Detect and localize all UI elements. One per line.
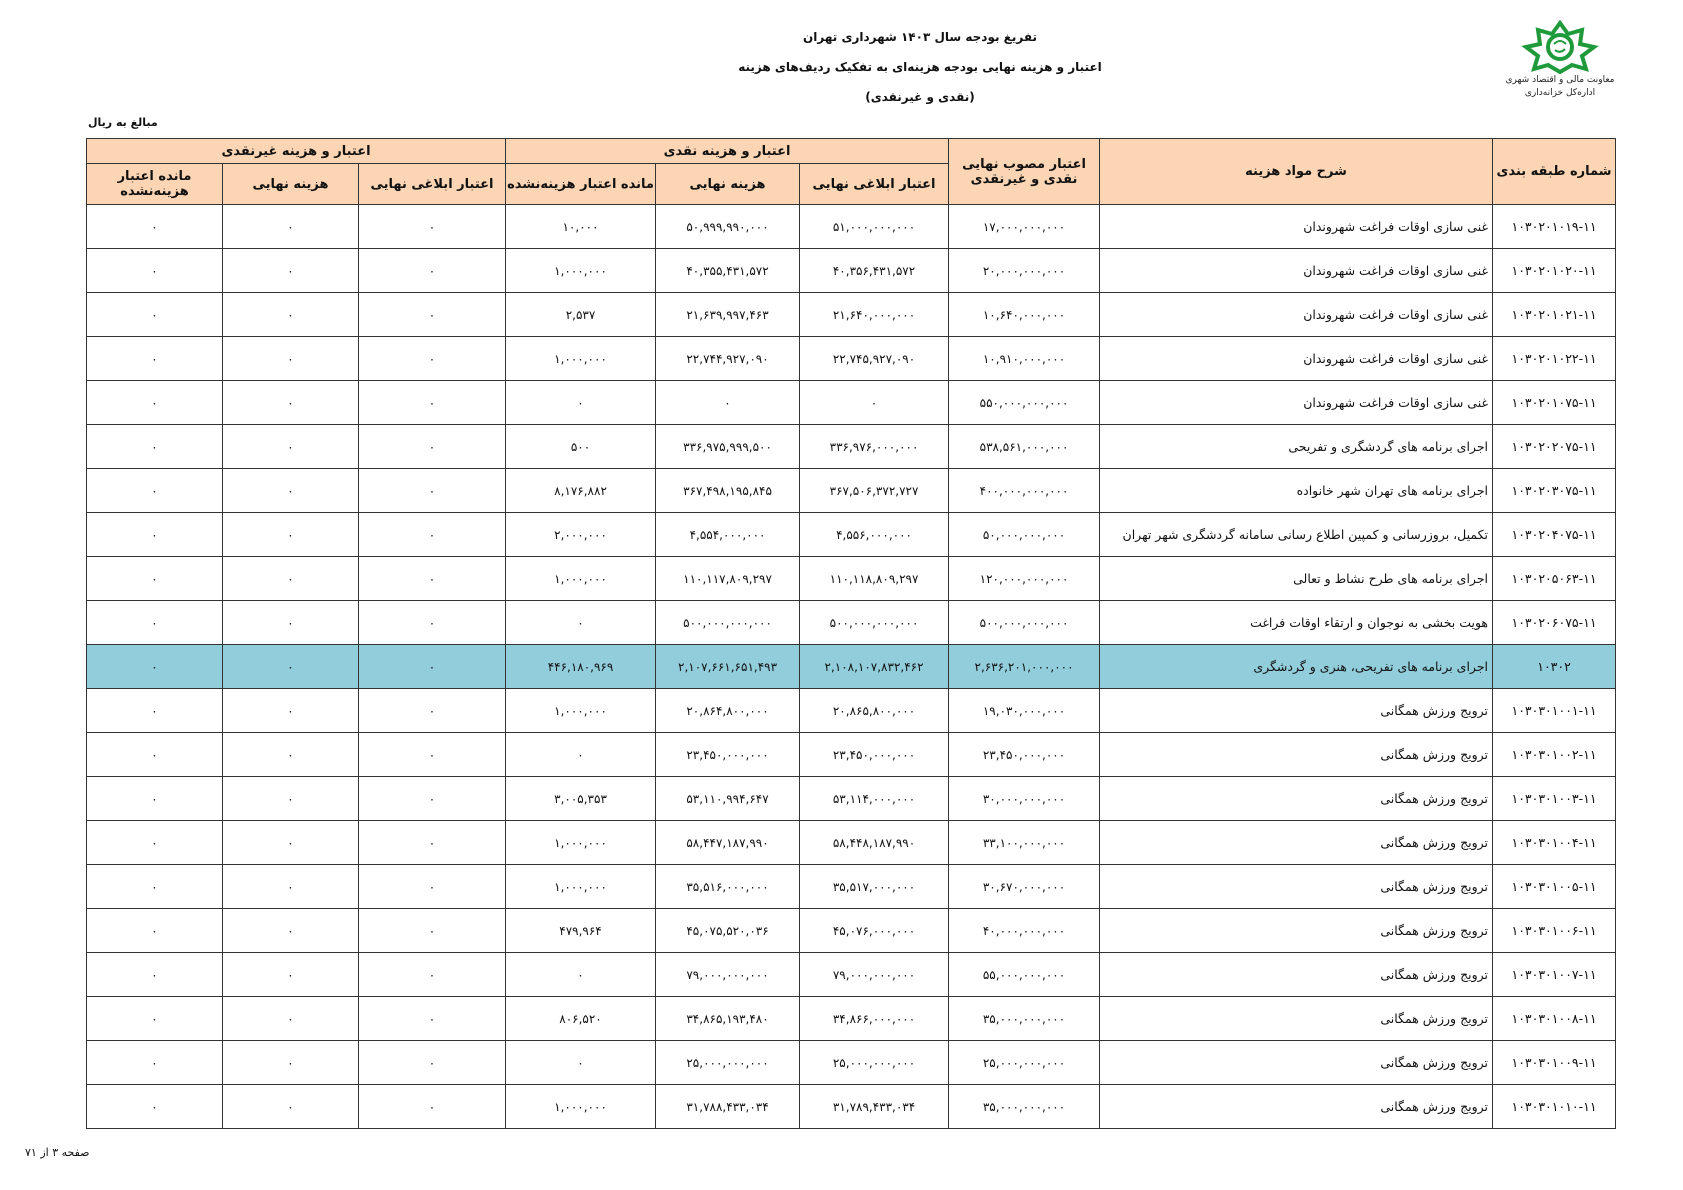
noncash-expense-cell: ۰ <box>223 689 359 733</box>
approved-cell: ۳۰,۰۰۰,۰۰۰,۰۰۰ <box>949 777 1100 821</box>
table-row <box>87 777 1616 821</box>
noncash-expense-cell: ۰ <box>223 821 359 865</box>
noncash-allocated-cell: ۰ <box>359 821 506 865</box>
noncash-expense-cell: ۰ <box>223 381 359 425</box>
noncash-allocated-cell: ۰ <box>359 557 506 601</box>
logo-star-icon <box>1520 20 1600 74</box>
noncash-unspent-cell: ۰ <box>87 337 223 381</box>
table-row <box>87 381 1616 425</box>
code-cell: ۱۰۳۰۲۰۲۰۷۵-۱۱ <box>1493 425 1616 469</box>
code-cell: ۱۰۳۰۳۰۱۰۰۵-۱۱ <box>1493 865 1616 909</box>
cash-allocated-cell: ۳۱,۷۸۹,۴۳۳,۰۳۴ <box>800 1085 949 1129</box>
code-cell: ۱۰۳۰۳۰۱۰۰۸-۱۱ <box>1493 997 1616 1041</box>
cash-expense-cell: ۵۸,۴۴۷,۱۸۷,۹۹۰ <box>656 821 800 865</box>
noncash-unspent-cell: ۰ <box>87 689 223 733</box>
code-cell: ۱۰۳۰۲۰۱۰۲۱-۱۱ <box>1493 293 1616 337</box>
approved-cell: ۱۹,۰۳۰,۰۰۰,۰۰۰ <box>949 689 1100 733</box>
cash-unspent-cell: ۱,۰۰۰,۰۰۰ <box>506 249 656 293</box>
cash-unspent-cell: ۰ <box>506 601 656 645</box>
cash-unspent-cell: ۱,۰۰۰,۰۰۰ <box>506 865 656 909</box>
description-cell: تکمیل، بروزرسانی و کمپین اطلاع رسانی سامانه گردشگری شهر تهران <box>1100 513 1493 557</box>
cash-unspent-cell: ۱۰,۰۰۰ <box>506 205 656 249</box>
description-cell: اجرای برنامه های گردشگری و تفریحی <box>1100 425 1493 469</box>
cash-expense-cell: ۲۱,۶۳۹,۹۹۷,۴۶۳ <box>656 293 800 337</box>
cash-unspent-cell: ۸۰۶,۵۲۰ <box>506 997 656 1041</box>
table-row-subtotal <box>87 645 1616 689</box>
code-cell: ۱۰۳۰۲۰۳۰۷۵-۱۱ <box>1493 469 1616 513</box>
cash-expense-cell: ۴۵,۰۷۵,۵۲۰,۰۳۶ <box>656 909 800 953</box>
approved-cell: ۵۰,۰۰۰,۰۰۰,۰۰۰ <box>949 513 1100 557</box>
header-noncash-expense: هزینه نهایی <box>223 164 359 205</box>
tehran-municipality-logo <box>1495 20 1625 100</box>
cash-allocated-cell: ۵۱,۰۰۰,۰۰۰,۰۰۰ <box>800 205 949 249</box>
cash-expense-cell: ۳۵,۵۱۶,۰۰۰,۰۰۰ <box>656 865 800 909</box>
cash-unspent-cell: ۱,۰۰۰,۰۰۰ <box>506 557 656 601</box>
table-row <box>87 1085 1616 1129</box>
description-cell: غنی سازی اوقات فراغت شهروندان <box>1100 381 1493 425</box>
cash-allocated-cell: ۳۳۶,۹۷۶,۰۰۰,۰۰۰ <box>800 425 949 469</box>
description-cell: ترویج ورزش همگانی <box>1100 777 1493 821</box>
noncash-expense-cell: ۰ <box>223 337 359 381</box>
noncash-unspent-cell: ۰ <box>87 821 223 865</box>
cash-unspent-cell: ۴۷۹,۹۶۴ <box>506 909 656 953</box>
noncash-allocated-cell: ۰ <box>359 293 506 337</box>
cash-allocated-cell: ۲۳,۴۵۰,۰۰۰,۰۰۰ <box>800 733 949 777</box>
description-cell: ترویج ورزش همگانی <box>1100 821 1493 865</box>
cash-allocated-cell: ۰ <box>800 381 949 425</box>
budget-table <box>86 138 1616 1129</box>
approved-cell: ۵۵,۰۰۰,۰۰۰,۰۰۰ <box>949 953 1100 997</box>
noncash-unspent-cell: ۰ <box>87 1041 223 1085</box>
cash-allocated-cell: ۲۵,۰۰۰,۰۰۰,۰۰۰ <box>800 1041 949 1085</box>
noncash-unspent-cell: ۰ <box>87 645 223 689</box>
cash-allocated-cell: ۵۸,۴۴۸,۱۸۷,۹۹۰ <box>800 821 949 865</box>
noncash-expense-cell: ۰ <box>223 1041 359 1085</box>
cash-expense-cell: ۳۳۶,۹۷۵,۹۹۹,۵۰۰ <box>656 425 800 469</box>
noncash-expense-cell: ۰ <box>223 953 359 997</box>
header-description: شرح مواد هزینه <box>1100 139 1493 205</box>
table-row <box>87 513 1616 557</box>
cash-allocated-cell: ۷۹,۰۰۰,۰۰۰,۰۰۰ <box>800 953 949 997</box>
code-cell: ۱۰۳۰۲۰۱۰۱۹-۱۱ <box>1493 205 1616 249</box>
table-row <box>87 557 1616 601</box>
description-cell: ترویج ورزش همگانی <box>1100 865 1493 909</box>
description-cell: ترویج ورزش همگانی <box>1100 997 1493 1041</box>
cash-allocated-cell: ۴,۵۵۶,۰۰۰,۰۰۰ <box>800 513 949 557</box>
description-cell: ترویج ورزش همگانی <box>1100 689 1493 733</box>
cash-allocated-cell: ۳۵,۵۱۷,۰۰۰,۰۰۰ <box>800 865 949 909</box>
header-cash-group: اعتبار و هزینه نقدی <box>506 139 949 164</box>
noncash-allocated-cell: ۰ <box>359 601 506 645</box>
cash-allocated-cell: ۲۱,۶۴۰,۰۰۰,۰۰۰ <box>800 293 949 337</box>
cash-expense-cell: ۲۰,۸۶۴,۸۰۰,۰۰۰ <box>656 689 800 733</box>
noncash-unspent-cell: ۰ <box>87 249 223 293</box>
code-cell: ۱۰۳۰۲۰۴۰۷۵-۱۱ <box>1493 513 1616 557</box>
header-approved: اعتبار مصوب نهایی نقدی و غیرنقدی <box>949 139 1100 205</box>
cash-allocated-cell: ۳۶۷,۵۰۶,۳۷۲,۷۲۷ <box>800 469 949 513</box>
noncash-unspent-cell: ۰ <box>87 601 223 645</box>
cash-expense-cell: ۳۴,۸۶۵,۱۹۳,۴۸۰ <box>656 997 800 1041</box>
cash-unspent-cell: ۰ <box>506 1041 656 1085</box>
code-cell: ۱۰۳۰۳۰۱۰۱۰-۱۱ <box>1493 1085 1616 1129</box>
noncash-allocated-cell: ۰ <box>359 205 506 249</box>
noncash-expense-cell: ۰ <box>223 469 359 513</box>
page-number: صفحه ۳ از ۷۱ <box>25 1146 90 1159</box>
table-row <box>87 601 1616 645</box>
cash-expense-cell: ۵۰,۹۹۹,۹۹۰,۰۰۰ <box>656 205 800 249</box>
cash-expense-cell: ۲۳,۴۵۰,۰۰۰,۰۰۰ <box>656 733 800 777</box>
description-cell: هویت بخشی به نوجوان و ارتقاء اوقات فراغت <box>1100 601 1493 645</box>
table-row <box>87 909 1616 953</box>
org-name-line-1: معاونت مالی و اقتصاد شهری <box>1505 75 1615 85</box>
cash-allocated-cell: ۲۰,۸۶۵,۸۰۰,۰۰۰ <box>800 689 949 733</box>
code-cell: ۱۰۳۰۲۰۵۰۶۳-۱۱ <box>1493 557 1616 601</box>
noncash-allocated-cell: ۰ <box>359 249 506 293</box>
noncash-expense-cell: ۰ <box>223 1085 359 1129</box>
title-line-2: اعتبار و هزینه نهایی بودجه هزینه‌ای به تفکیک ردیف‌های هزینه <box>738 60 1102 74</box>
table-row <box>87 469 1616 513</box>
noncash-expense-cell: ۰ <box>223 205 359 249</box>
description-cell: ترویج ورزش همگانی <box>1100 953 1493 997</box>
cash-unspent-cell: ۲,۵۳۷ <box>506 293 656 337</box>
noncash-expense-cell: ۰ <box>223 997 359 1041</box>
noncash-allocated-cell: ۰ <box>359 425 506 469</box>
noncash-unspent-cell: ۰ <box>87 513 223 557</box>
table-row <box>87 733 1616 777</box>
noncash-unspent-cell: ۰ <box>87 953 223 997</box>
cash-allocated-cell: ۲۲,۷۴۵,۹۲۷,۰۹۰ <box>800 337 949 381</box>
description-cell: اجرای برنامه های طرح نشاط و تعالی <box>1100 557 1493 601</box>
noncash-expense-cell: ۰ <box>223 249 359 293</box>
cash-expense-cell: ۲۵,۰۰۰,۰۰۰,۰۰۰ <box>656 1041 800 1085</box>
noncash-allocated-cell: ۰ <box>359 1041 506 1085</box>
approved-cell: ۲۵,۰۰۰,۰۰۰,۰۰۰ <box>949 1041 1100 1085</box>
noncash-allocated-cell: ۰ <box>359 381 506 425</box>
noncash-allocated-cell: ۰ <box>359 1085 506 1129</box>
noncash-expense-cell: ۰ <box>223 777 359 821</box>
cash-expense-cell: ۱۱۰,۱۱۷,۸۰۹,۲۹۷ <box>656 557 800 601</box>
noncash-expense-cell: ۰ <box>223 865 359 909</box>
noncash-expense-cell: ۰ <box>223 557 359 601</box>
table-row <box>87 249 1616 293</box>
noncash-unspent-cell: ۰ <box>87 1085 223 1129</box>
cash-expense-cell: ۵۳,۱۱۰,۹۹۴,۶۴۷ <box>656 777 800 821</box>
description-cell: غنی سازی اوقات فراغت شهروندان <box>1100 293 1493 337</box>
description-cell: غنی سازی اوقات فراغت شهروندان <box>1100 205 1493 249</box>
noncash-expense-cell: ۰ <box>223 293 359 337</box>
cash-unspent-cell: ۳,۰۰۵,۳۵۳ <box>506 777 656 821</box>
code-cell: ۱۰۳۰۲۰۶۰۷۵-۱۱ <box>1493 601 1616 645</box>
cash-unspent-cell: ۸,۱۷۶,۸۸۲ <box>506 469 656 513</box>
noncash-unspent-cell: ۰ <box>87 865 223 909</box>
approved-cell: ۱۰,۶۴۰,۰۰۰,۰۰۰ <box>949 293 1100 337</box>
description-cell: ترویج ورزش همگانی <box>1100 909 1493 953</box>
table-row <box>87 1041 1616 1085</box>
cash-allocated-cell: ۱۱۰,۱۱۸,۸۰۹,۲۹۷ <box>800 557 949 601</box>
header-noncash-group: اعتبار و هزینه غیرنقدی <box>87 139 506 164</box>
cash-unspent-cell: ۱,۰۰۰,۰۰۰ <box>506 337 656 381</box>
noncash-expense-cell: ۰ <box>223 733 359 777</box>
code-cell: ۱۰۳۰۲ <box>1493 645 1616 689</box>
noncash-allocated-cell: ۰ <box>359 645 506 689</box>
cash-unspent-cell: ۴۴۶,۱۸۰,۹۶۹ <box>506 645 656 689</box>
cash-expense-cell: ۳۱,۷۸۸,۴۳۳,۰۳۴ <box>656 1085 800 1129</box>
noncash-unspent-cell: ۰ <box>87 997 223 1041</box>
code-cell: ۱۰۳۰۲۰۱۰۲۲-۱۱ <box>1493 337 1616 381</box>
cash-unspent-cell: ۱,۰۰۰,۰۰۰ <box>506 1085 656 1129</box>
currency-unit-note: مبالغ به ریال <box>88 116 158 129</box>
noncash-unspent-cell: ۰ <box>87 469 223 513</box>
table-row <box>87 293 1616 337</box>
header-noncash-allocated: اعتبار ابلاغی نهایی <box>359 164 506 205</box>
approved-cell: ۲۰,۰۰۰,۰۰۰,۰۰۰ <box>949 249 1100 293</box>
table-row <box>87 337 1616 381</box>
approved-cell: ۱۲۰,۰۰۰,۰۰۰,۰۰۰ <box>949 557 1100 601</box>
cash-allocated-cell: ۲,۱۰۸,۱۰۷,۸۳۲,۴۶۲ <box>800 645 949 689</box>
noncash-allocated-cell: ۰ <box>359 513 506 557</box>
description-cell: غنی سازی اوقات فراغت شهروندان <box>1100 249 1493 293</box>
table-row <box>87 425 1616 469</box>
org-name-line-2: اداره‌کل خزانه‌داری <box>1524 88 1596 98</box>
cash-allocated-cell: ۴۵,۰۷۶,۰۰۰,۰۰۰ <box>800 909 949 953</box>
approved-cell: ۳۳,۱۰۰,۰۰۰,۰۰۰ <box>949 821 1100 865</box>
cash-expense-cell: ۷۹,۰۰۰,۰۰۰,۰۰۰ <box>656 953 800 997</box>
approved-cell: ۱۷,۰۰۰,۰۰۰,۰۰۰ <box>949 205 1100 249</box>
table-row <box>87 821 1616 865</box>
noncash-expense-cell: ۰ <box>223 601 359 645</box>
noncash-unspent-cell: ۰ <box>87 205 223 249</box>
table-row <box>87 997 1616 1041</box>
title-line-3: (نقدی و غیرنقدی) <box>865 90 975 104</box>
cash-unspent-cell: ۰ <box>506 381 656 425</box>
code-cell: ۱۰۳۰۳۰۱۰۰۹-۱۱ <box>1493 1041 1616 1085</box>
header-cash-allocated: اعتبار ابلاغی نهایی <box>800 164 949 205</box>
description-cell: اجرای برنامه های تفریحی، هنری و گردشگری <box>1100 645 1493 689</box>
code-cell: ۱۰۳۰۳۰۱۰۰۴-۱۱ <box>1493 821 1616 865</box>
approved-cell: ۳۵,۰۰۰,۰۰۰,۰۰۰ <box>949 997 1100 1041</box>
cash-unspent-cell: ۱,۰۰۰,۰۰۰ <box>506 821 656 865</box>
description-cell: غنی سازی اوقات فراغت شهروندان <box>1100 337 1493 381</box>
noncash-expense-cell: ۰ <box>223 425 359 469</box>
cash-expense-cell: ۰ <box>656 381 800 425</box>
code-cell: ۱۰۳۰۲۰۱۰۷۵-۱۱ <box>1493 381 1616 425</box>
description-cell: ترویج ورزش همگانی <box>1100 733 1493 777</box>
cash-allocated-cell: ۳۴,۸۶۶,۰۰۰,۰۰۰ <box>800 997 949 1041</box>
code-cell: ۱۰۳۰۳۰۱۰۰۶-۱۱ <box>1493 909 1616 953</box>
code-cell: ۱۰۳۰۳۰۱۰۰۱-۱۱ <box>1493 689 1616 733</box>
cash-expense-cell: ۳۶۷,۴۹۸,۱۹۵,۸۴۵ <box>656 469 800 513</box>
cash-unspent-cell: ۱,۰۰۰,۰۰۰ <box>506 689 656 733</box>
code-cell: ۱۰۳۰۳۰۱۰۰۷-۱۱ <box>1493 953 1616 997</box>
noncash-unspent-cell: ۰ <box>87 293 223 337</box>
cash-allocated-cell: ۴۰,۳۵۶,۴۳۱,۵۷۲ <box>800 249 949 293</box>
noncash-allocated-cell: ۰ <box>359 777 506 821</box>
approved-cell: ۴۰,۰۰۰,۰۰۰,۰۰۰ <box>949 909 1100 953</box>
cash-expense-cell: ۵۰۰,۰۰۰,۰۰۰,۰۰۰ <box>656 601 800 645</box>
code-cell: ۱۰۳۰۳۰۱۰۰۳-۱۱ <box>1493 777 1616 821</box>
table-row <box>87 205 1616 249</box>
approved-cell: ۳۰,۶۷۰,۰۰۰,۰۰۰ <box>949 865 1100 909</box>
approved-cell: ۱۰,۹۱۰,۰۰۰,۰۰۰ <box>949 337 1100 381</box>
noncash-allocated-cell: ۰ <box>359 865 506 909</box>
description-cell: ترویج ورزش همگانی <box>1100 1085 1493 1129</box>
approved-cell: ۵۰۰,۰۰۰,۰۰۰,۰۰۰ <box>949 601 1100 645</box>
header-cash-unspent: مانده اعتبار هزینه‌نشده <box>506 164 656 205</box>
table-row <box>87 689 1616 733</box>
title-line-1: تفریغ بودجه سال ۱۴۰۳ شهرداری تهران <box>803 30 1037 44</box>
table-row <box>87 953 1616 997</box>
cash-allocated-cell: ۵۳,۱۱۴,۰۰۰,۰۰۰ <box>800 777 949 821</box>
description-cell: ترویج ورزش همگانی <box>1100 1041 1493 1085</box>
approved-cell: ۴۰۰,۰۰۰,۰۰۰,۰۰۰ <box>949 469 1100 513</box>
cash-expense-cell: ۴۰,۳۵۵,۴۳۱,۵۷۲ <box>656 249 800 293</box>
header-cash-expense: هزینه نهایی <box>656 164 800 205</box>
cash-unspent-cell: ۰ <box>506 953 656 997</box>
approved-cell: ۳۵,۰۰۰,۰۰۰,۰۰۰ <box>949 1085 1100 1129</box>
noncash-unspent-cell: ۰ <box>87 733 223 777</box>
cash-allocated-cell: ۵۰۰,۰۰۰,۰۰۰,۰۰۰ <box>800 601 949 645</box>
approved-cell: ۵۵۰,۰۰۰,۰۰۰,۰۰۰ <box>949 381 1100 425</box>
noncash-expense-cell: ۰ <box>223 513 359 557</box>
header-code: شماره طبقه بندی <box>1493 139 1616 205</box>
code-cell: ۱۰۳۰۲۰۱۰۲۰-۱۱ <box>1493 249 1616 293</box>
noncash-unspent-cell: ۰ <box>87 909 223 953</box>
noncash-unspent-cell: ۰ <box>87 425 223 469</box>
cash-expense-cell: ۲۲,۷۴۴,۹۲۷,۰۹۰ <box>656 337 800 381</box>
cash-unspent-cell: ۰ <box>506 733 656 777</box>
approved-cell: ۲۳,۴۵۰,۰۰۰,۰۰۰ <box>949 733 1100 777</box>
approved-cell: ۵۳۸,۵۶۱,۰۰۰,۰۰۰ <box>949 425 1100 469</box>
noncash-allocated-cell: ۰ <box>359 689 506 733</box>
noncash-unspent-cell: ۰ <box>87 557 223 601</box>
noncash-allocated-cell: ۰ <box>359 337 506 381</box>
description-cell: اجرای برنامه های تهران شهر خانواده <box>1100 469 1493 513</box>
table-body <box>87 205 1616 1129</box>
table-row <box>87 865 1616 909</box>
document-titles <box>560 26 1280 116</box>
noncash-unspent-cell: ۰ <box>87 381 223 425</box>
noncash-allocated-cell: ۰ <box>359 733 506 777</box>
noncash-unspent-cell: ۰ <box>87 777 223 821</box>
cash-unspent-cell: ۵۰۰ <box>506 425 656 469</box>
header-noncash-unspent: مانده اعتبار هزینه‌نشده <box>87 164 223 205</box>
code-cell: ۱۰۳۰۳۰۱۰۰۲-۱۱ <box>1493 733 1616 777</box>
cash-expense-cell: ۴,۵۵۴,۰۰۰,۰۰۰ <box>656 513 800 557</box>
noncash-allocated-cell: ۰ <box>359 469 506 513</box>
noncash-allocated-cell: ۰ <box>359 953 506 997</box>
cash-unspent-cell: ۲,۰۰۰,۰۰۰ <box>506 513 656 557</box>
approved-cell: ۲,۶۳۶,۲۰۱,۰۰۰,۰۰۰ <box>949 645 1100 689</box>
noncash-expense-cell: ۰ <box>223 909 359 953</box>
noncash-allocated-cell: ۰ <box>359 997 506 1041</box>
noncash-expense-cell: ۰ <box>223 645 359 689</box>
noncash-allocated-cell: ۰ <box>359 909 506 953</box>
cash-expense-cell: ۲,۱۰۷,۶۶۱,۶۵۱,۴۹۳ <box>656 645 800 689</box>
